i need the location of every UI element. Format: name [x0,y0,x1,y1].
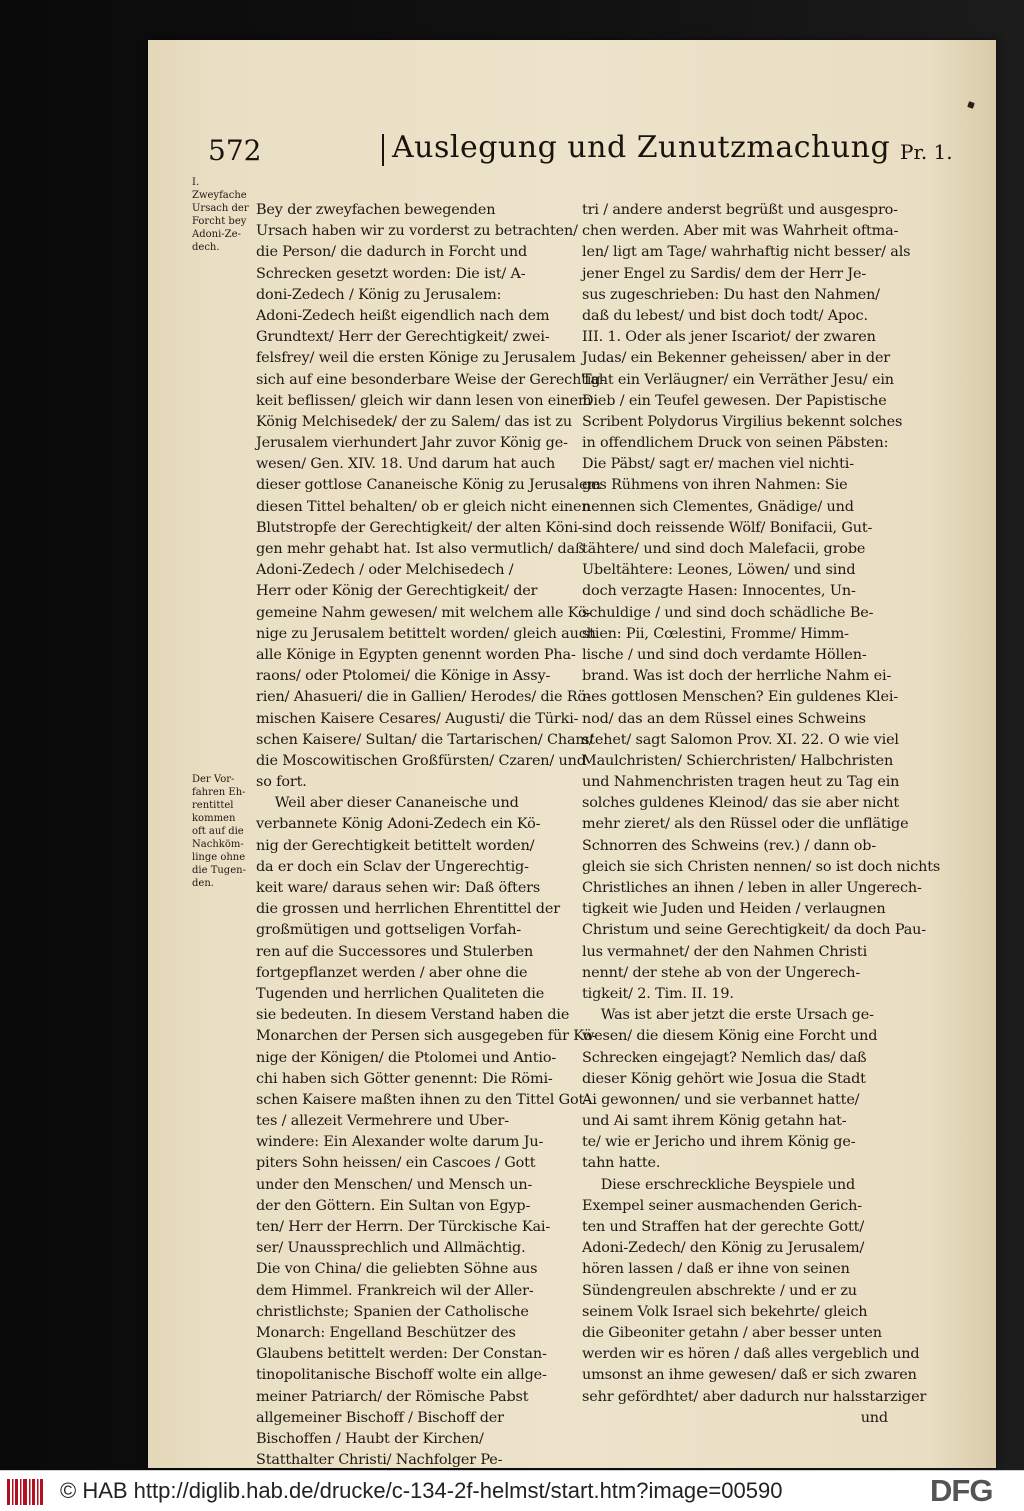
text-line: brand. Was ist doch der herrliche Nahm ei- [582,668,892,685]
text-line: sehr gefördhtet/ aber dadurch nur halsstarziger [582,1388,927,1405]
text-line: raons/ oder Ptolomei/ die Könige in Assy- [256,668,551,685]
margin-note-line: Adoni-Ze- [192,229,241,240]
text-line: meiner Patriarch/ der Römische Pabst [256,1388,529,1405]
text-line: nige der Königen/ die Ptolomei und Antio- [256,1049,557,1066]
text-line: doni-Zedech / König zu Jerusalem: [256,286,502,303]
text-line: Herr oder König der Gerechtigkeit/ der [256,583,538,600]
text-line: nod/ das an dem Rüssel eines Schweins [582,710,866,727]
text-line: tahn hatte. [582,1155,661,1172]
text-line: in offendlichem Druck von seinen Päbsten: [582,435,889,452]
text-line: großmütigen und gottseligen Vorfah- [256,922,522,939]
text-line: Bey der zweyfachen bewegenden [256,202,496,218]
text-line: windere: Ein Alexander wolte darum Ju- [256,1134,544,1151]
margin-note-line: oft auf die [192,826,244,837]
text-line: ren auf die Successores und Stulerben [256,943,534,960]
text-line: Ursach haben wir zu vorderst zu betrachten/ [256,223,578,240]
header-reference: Pr. 1. [900,140,953,164]
text-line: dieser gottlose Cananeische König zu Jerusalem [256,477,601,494]
dfg-logo: DFG [930,1473,993,1508]
text-line: Maulchristen/ Schierchristen/ Halbchristen [582,752,894,769]
ink-mark [967,101,975,109]
text-line: nennen sich Clementes, Gnädige/ und [582,498,854,515]
text-line: dieser König gehört wie Josua die Stadt [582,1070,866,1087]
text-line: lus vermahnet/ der den Nahmen Christi [582,943,868,960]
text-line: Exempel seiner ausmachenden Gerich- [582,1197,863,1214]
text-line: da er doch ein Sclav der Ungerechtig- [256,858,529,875]
text-line: Grundtext/ Herr der Gerechtigkeit/ zwei- [256,329,550,346]
margin-note-line: Nachköm- [192,839,244,850]
text-line: gleich sie sich Christen nennen/ so ist doch nichts [582,858,941,875]
margin-note-line: fahren Eh- [192,787,246,798]
text-line: keit ware/ daraus sehen wir: Daß öfters [256,880,541,896]
text-line: sus zugeschrieben: Du hast den Nahmen/ [582,286,880,303]
text-line: Ai gewonnen/ und sie verbannet hatte/ [582,1091,860,1108]
margin-note-line: Der Vor- [192,774,235,785]
margin-note-1 [192,176,252,254]
text-line: Schnorren des Schweins (rev.) / dann ob- [582,837,877,854]
text-line: hören lassen / daß er ihne von seinen [582,1261,850,1278]
text-column-left [256,200,606,1471]
book-page [148,40,996,1468]
text-line: Schrecken gesetzt worden: Die ist/ A- [256,265,526,282]
text-line: so fort. [256,774,307,791]
text-line: ges Rühmens von ihren Nahmen: Sie [582,477,848,494]
text-line: König Melchisedek/ der zu Salem/ das ist zu [256,413,572,430]
paragraph [582,1005,900,1175]
text-line: Judas/ ein Bekenner geheissen/ aber in der [582,350,891,367]
text-line: Diese erschreckliche Beyspiele und [600,1176,856,1193]
margin-note-line: rentittel [192,800,234,811]
text-line: alle Könige in Egypten genennt worden Pha- [256,646,576,663]
catchword: und [860,1409,888,1426]
text-line: die Moscowitischen Großfürsten/ Czaren/ und [256,752,586,769]
text-line: gen mehr gehabt hat. Ist also vermutlich/ daß [256,541,585,557]
text-line: III. 1. Oder als jener Iscariot/ der zwaren [582,329,876,346]
text-line: ten/ Herr der Herrn. Der Türckische Kai- [256,1219,551,1235]
text-line: Scribent Polydorus Virgilius bekennt solches [582,413,903,430]
text-line: dem Himmel. Frankreich wil der Aller- [256,1282,534,1299]
text-line: Die von China/ die geliebten Söhne aus [256,1261,538,1278]
text-line: die Gibeoniter getahn / aber besser unten [582,1324,882,1341]
text-line: Statthalter Christi/ Nachfolger Pe- [256,1452,503,1469]
text-line: mehr zieret/ als den Rüssel oder die unflätige [582,816,909,833]
text-line: seinem Volk Israel sich bekehrte/ gleich [582,1303,868,1320]
margin-note-line: Zweyfache [192,190,247,201]
text-line: sind doch reissende Wölf/ Bonifacii, Gut- [582,519,873,536]
paragraph [582,1175,927,1408]
text-line: Was ist aber jetzt die erste Ursach ge- [600,1007,874,1024]
text-line: Blutstropfe der Gerechtigkeit/ der alten Köni- [256,519,583,536]
page-number: 572 [208,134,262,167]
margin-note-line: I. [192,177,200,188]
text-line: und Nahmenchristen tragen heut zu Tag ein [582,774,900,791]
text-line: werden wir es hören / daß alles vergeblich und [582,1346,920,1363]
barcode-icon [6,1477,46,1507]
text-line: Christliches an ihnen / leben in aller Ungerech- [582,880,922,896]
margin-note-line: die Tugen- [192,865,246,876]
text-line: under den Menschen/ und Mensch un- [256,1176,533,1193]
text-line: nennt/ der stehe ab von der Ungerech- [582,964,861,981]
text-line: Die Päbst/ sagt er/ machen viel nichti- [582,456,854,473]
text-line: der den Göttern. Ein Sultan von Egyp- [256,1197,531,1214]
text-line: die Person/ die dadurch in Forcht und [256,244,528,261]
text-line: nige zu Jerusalem betittelt worden/ gleich auch [256,625,596,642]
page-header [148,130,996,178]
text-line: tähtere/ und sind doch Malefacii, grobe [582,541,866,557]
paragraph [582,200,941,1005]
text-line: die grossen und herrlichen Ehrentittel der [256,901,560,918]
text-line: daß du lebest/ und bist doch todt/ Apoc. [582,307,868,324]
text-line: allgemeiner Bischoff / Bischoff der [256,1409,504,1426]
text-line: Schrecken eingejagt? Nemlich das/ daß [582,1049,867,1066]
running-title: Auslegung und Zunutzmachung [392,130,891,165]
text-line: umsonst an ihme gewesen/ daß er sich zwaren [582,1367,917,1384]
text-line: tigkeit/ 2. Tim. II. 19. [582,985,734,1002]
margin-note-line: Forcht bey [192,216,247,227]
text-line: mischen Kaisere Cesares/ Augusti/ die Türki- [256,710,579,727]
text-line: christlichste; Spanien der Catholische [256,1303,529,1320]
text-line: Adoni-Zedech / oder Melchisedech / [256,562,514,579]
text-line: Taht ein Verläugner/ ein Verräther Jesu/ ein [582,371,894,388]
text-line: Bischoffen / Haubt der Kirchen/ [256,1430,484,1447]
text-line: Adoni-Zedech/ den König zu Jerusalem/ [582,1240,865,1257]
text-line: chi haben sich Götter genennt: Die Römi- [256,1070,553,1087]
text-line: ser/ Unaussprechlich und Allmächtig. [256,1240,526,1257]
text-line: schen Kaisere maßten ihnen zu den Tittel Got- [256,1091,589,1108]
paragraph [256,200,606,793]
text-line: ten und Straffen hat der gerechte Gott/ [582,1219,865,1235]
text-line: schen Kaisere/ Sultan/ die Tartarischen/ Cham/ [256,731,594,748]
text-line: Ubeltähtere: Leones, Löwen/ und sind [582,562,856,579]
text-line: Adoni-Zedech heißt eigendlich nach dem [256,307,550,324]
margin-note-line: den. [192,878,214,889]
text-line: wesen/ Gen. XIV. 18. Und darum hat auch [256,456,556,473]
text-line: jener Engel zu Sardis/ dem der Herr Je- [582,265,867,282]
text-line: tinopolitanische Bischoff wolte ein allge- [256,1367,547,1384]
text-line: stien: Pii, Cœlestini, Fromme/ Himm- [582,625,849,642]
text-line: gemeine Nahm gewesen/ mit welchem alle Kö- [256,604,592,621]
viewer-footer [0,1470,1024,1511]
text-line: rien/ Ahasueri/ die in Gallien/ Herodes/ die Rö- [256,689,591,706]
text-line: Monarch: Engelland Beschützer des [256,1324,516,1341]
text-line: fortgepflanzet werden / aber ohne die [256,964,528,981]
text-line: sie bedeuten. In diesem Verstand haben die [256,1007,570,1024]
text-line: chen werden. Aber mit was Wahrheit oftma- [582,223,899,240]
text-line: felsfrey/ weil die ersten Könige zu Jerusalem [256,350,576,367]
text-line: diesen Tittel behalten/ ob er gleich nicht einen [256,498,591,515]
text-line: Glaubens betittelt werden: Der Constan- [256,1346,547,1363]
text-line: und Ai samt ihrem König getahn hat- [582,1113,847,1130]
copyright-link[interactable]: © HAB http://diglib.hab.de/drucke/c-134-2f-helmst/start.htm?image=00590 [60,1478,783,1503]
text-line: Monarchen der Persen sich ausgegeben für Kö- [256,1028,597,1045]
text-line: solches guldenes Kleinod/ das sie aber nicht [582,795,900,812]
text-line: Tugenden und herrlichen Qualiteten die [256,985,545,1002]
paragraph [256,793,597,1471]
margin-note-line: linge ohne [192,852,246,863]
text-line: tes / allezeit Vermehrere und Uber- [256,1113,509,1130]
margin-note-line: Ursach der [192,203,249,214]
text-line: sich auf eine besonderbare Weise der Gerechtig- [256,371,606,388]
text-line: tri / andere anderst begrüßt und ausgespro- [582,202,898,218]
text-line: lische / und sind doch verdamte Höllen- [582,646,867,663]
text-line: len/ ligt am Tage/ wahrhaftig nicht besser/ als [582,244,911,261]
text-line: verbannete König Adoni-Zedech ein Kö- [256,816,541,833]
text-line: Weil aber dieser Cananeische und [274,795,519,812]
margin-note-line: dech. [192,242,220,253]
text-line: Dieb / ein Teufel gewesen. Der Papistische [582,392,887,409]
margin-note-line: kommen [192,813,236,824]
text-line: te/ wie er Jericho und ihrem König ge- [582,1134,856,1151]
margin-note-2 [192,773,252,890]
text-line: tigkeit wie Juden und Heiden / verlaugnen [582,901,886,918]
text-line: Sündengreulen abschrekte / und er zu [582,1282,857,1299]
text-line: keit beflissen/ gleich wir dann lesen von einem [256,392,592,409]
text-line: nig der Gerechtigkeit betittelt worden/ [256,837,535,854]
text-line: Jerusalem vierhundert Jahr zuvor König ge- [256,435,568,452]
text-line: stehet/ sagt Salomon Prov. XI. 22. O wie viel [582,731,899,748]
text-line: nes gottlosen Menschen? Ein guldenes Klei- [582,689,899,706]
text-column-right [582,200,941,1429]
text-line: doch verzagte Hasen: Innocentes, Un- [582,583,856,600]
text-line: Christum und seine Gerechtigkeit/ da doch Pau- [582,922,926,939]
text-line: piters Sohn heissen/ ein Cascoes / Gott [256,1155,536,1172]
text-line: schuldige / und sind doch schädliche Be- [582,604,874,621]
text-line: wesen/ die diesem König eine Forcht und [582,1028,878,1045]
